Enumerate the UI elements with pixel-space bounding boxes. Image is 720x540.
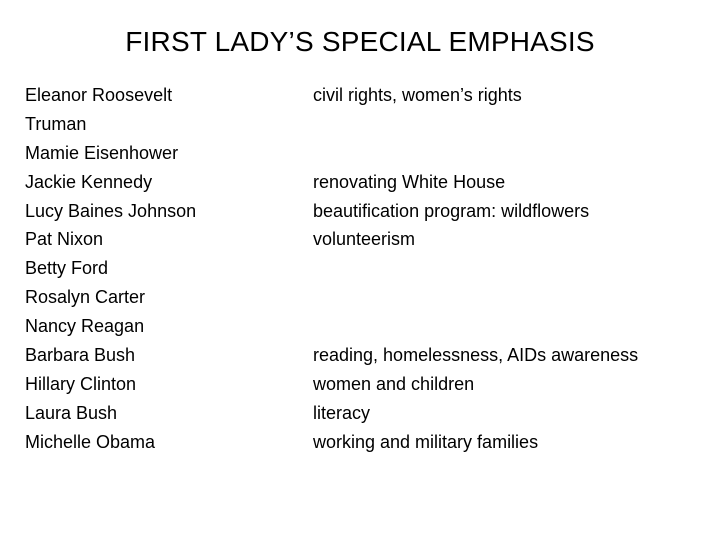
special-emphasis: literacy: [313, 402, 371, 423]
first-lady-list: [25, 81, 705, 457]
first-lady-name: Hillary Clinton: [25, 373, 137, 394]
first-lady-name: Betty Ford: [25, 258, 109, 279]
special-emphasis: civil rights, women’s rights: [313, 84, 522, 105]
list-item: [25, 283, 705, 312]
special-emphasis: volunteerism: [313, 229, 416, 250]
list-item: [25, 110, 705, 139]
first-lady-name: Michelle Obama: [25, 431, 156, 452]
list-item: [25, 168, 705, 197]
first-lady-name: Eleanor Roosevelt: [25, 84, 173, 105]
list-item: [25, 341, 705, 370]
list-item: [25, 139, 705, 168]
special-emphasis: women and children: [313, 373, 475, 394]
slide-title: FIRST LADY’S SPECIAL EMPHASIS: [125, 26, 595, 57]
first-lady-name: Laura Bush: [25, 402, 118, 423]
special-emphasis: renovating White House: [313, 171, 506, 192]
list-item: [25, 399, 705, 428]
list-item: [25, 197, 705, 226]
first-lady-name: Mamie Eisenhower: [25, 142, 179, 163]
first-lady-name: Truman: [25, 113, 87, 134]
first-lady-name: Nancy Reagan: [25, 316, 145, 337]
special-emphasis: beautification program: wildflowers: [313, 200, 590, 221]
list-item: [25, 428, 705, 457]
list-item: [25, 254, 705, 283]
list-item: [25, 370, 705, 399]
first-lady-name: Rosalyn Carter: [25, 287, 146, 308]
first-lady-name: Pat Nixon: [25, 229, 104, 250]
special-emphasis: working and military families: [313, 431, 539, 452]
first-lady-name: Lucy Baines Johnson: [25, 200, 197, 221]
list-item: [25, 81, 705, 110]
first-lady-name: Jackie Kennedy: [25, 171, 153, 192]
list-item: [25, 225, 705, 254]
list-item: [25, 312, 705, 341]
first-lady-name: Barbara Bush: [25, 344, 136, 365]
special-emphasis: reading, homelessness, AIDs awareness: [313, 344, 639, 365]
